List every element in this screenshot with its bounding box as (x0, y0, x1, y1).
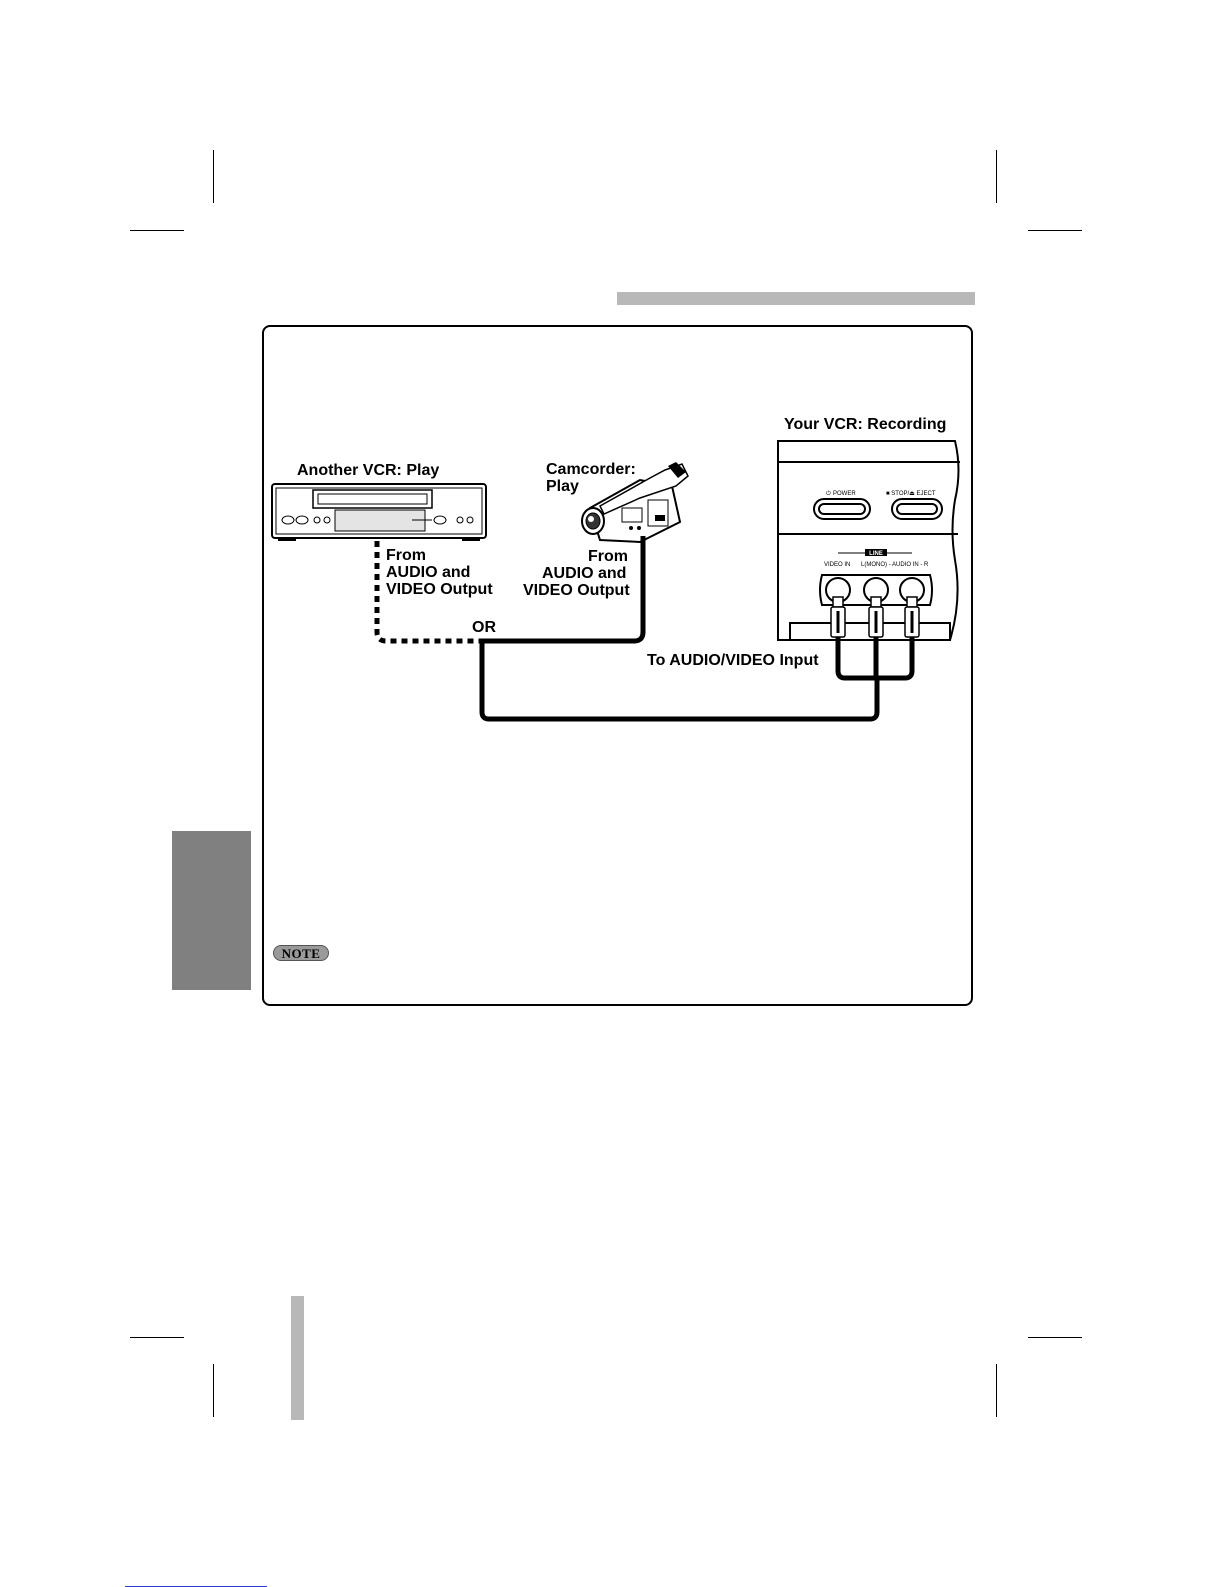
note-badge: NOTE (273, 945, 329, 961)
vcr-output-label-line2: AUDIO and (386, 564, 471, 581)
vcr-output-label-line1: From (386, 547, 426, 564)
cam-output-label-line2: AUDIO and (542, 565, 627, 582)
cam-output-label-line1: From (588, 548, 628, 565)
to-input-label: To AUDIO/VIDEO Input (647, 652, 819, 669)
vcr-output-label-line3: VIDEO Output (386, 581, 493, 598)
your-vcr-label: Your VCR: Recording (784, 416, 947, 433)
panel-power-label: ⏻ (826, 491, 831, 497)
panel-audio-in-text: L(MONO) - AUDIO IN - R (861, 562, 929, 568)
panel-line-text: LINE (869, 551, 883, 557)
panel-stop-eject-text: ■ STOP/⏏ EJECT (886, 491, 936, 497)
camcorder-label-line1: Camcorder: (546, 461, 636, 478)
another-vcr-illustration (272, 484, 486, 541)
panel-power-text: POWER (833, 491, 856, 497)
or-label: OR (472, 619, 496, 636)
cam-output-label-line3: VIDEO Output (523, 582, 630, 599)
camcorder-label-line2: Play (546, 478, 579, 495)
another-vcr-label: Another VCR: Play (297, 462, 440, 479)
panel-video-in-text: VIDEO IN (824, 562, 851, 568)
